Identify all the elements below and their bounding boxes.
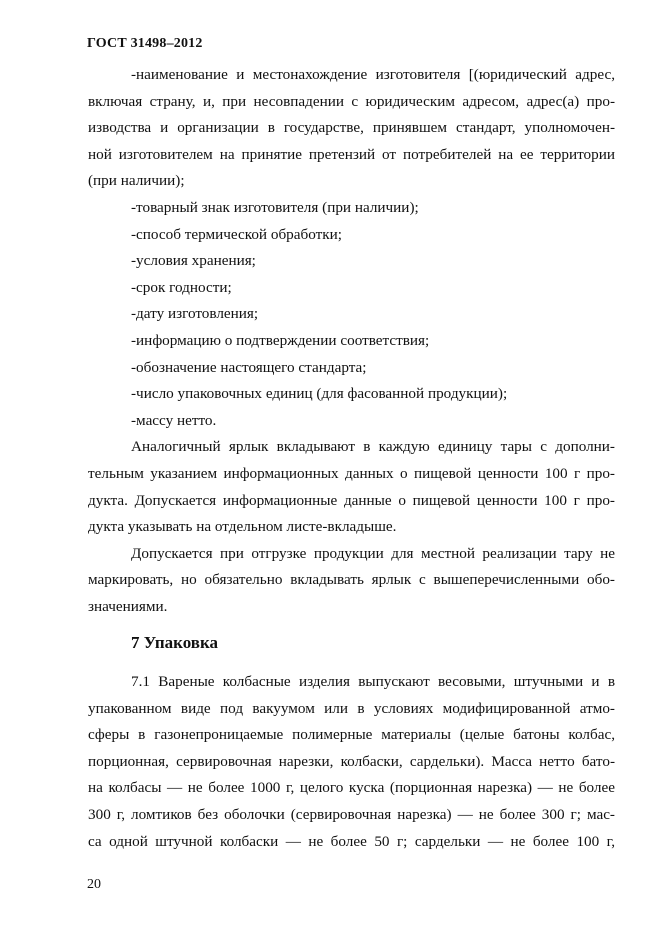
list-item: -срок годности; [131, 278, 232, 296]
text-line: (при наличии); [88, 172, 185, 190]
list-item: -товарный знак изготовителя (при наличии); [131, 198, 419, 216]
list-item: -число упаковочных единиц (для фасованной продукции); [131, 385, 508, 403]
list-item: -способ термической обработки; [131, 225, 343, 243]
text-line: упакованном виде под вакуумом или в условиях модифицированной атмо- [88, 699, 615, 717]
page-number: 20 [87, 877, 101, 892]
text-line: дукта указывать на отдельном листе-вкладыше. [88, 518, 397, 536]
text-line: 7.1 Вареные колбасные изделия выпускают весовыми, штучными и в [131, 673, 615, 690]
text-line: включая страну, и, при несовпадении с юридическим адресом, адрес(а) про- [88, 92, 615, 110]
text-line: на колбасы — не более 1000 г, целого куска (порционная нарезка) — не более [88, 779, 615, 797]
section-heading: 7 Упаковка [131, 633, 218, 652]
section-7-text [88, 669, 615, 855]
list-item: -условия хранения; [131, 252, 256, 270]
text-line: тельным указанием информационных данных о пищевой ценности 100 г про- [88, 464, 615, 482]
document-header: ГОСТ 31498–2012 [87, 36, 203, 51]
text-line: 300 г, ломтиков без оболочки (сервировочная нарезка) — не более 300 г; мас- [88, 805, 615, 823]
text-line: дукта. Допускается информационные данные о пищевой ценности 100 г про- [88, 491, 615, 509]
text-line: ной изготовителем на принятие претензий от потребителей на ее территории [88, 145, 615, 163]
text-line: порционная, сервировочная нарезки, колбаски, сардельки). Масса нетто бато- [88, 752, 615, 770]
list-item: -массу нетто. [131, 411, 217, 429]
list-item: -дату изготовления; [131, 305, 259, 323]
text-line: изводства и организации в государстве, принявшем стандарт, уполномочен- [88, 119, 615, 137]
list-item: -информацию о подтверждении соответствия; [131, 331, 430, 349]
text-line: са одной штучной колбаски — не более 50 г; сардельки — не более 100 г, [88, 832, 615, 850]
text-line: Аналогичный ярлык вкладывают в каждую единицу тары с дополни- [131, 438, 615, 456]
text-line: маркировать, но обязательно вкладывать ярлык с вышеперечисленными обо- [88, 571, 615, 589]
text-line: сферы в газонепроницаемые полимерные материалы (целые батоны колбас, [88, 726, 615, 744]
text-line: -наименование и местонахождение изготовителя [(юридический адрес, [131, 66, 615, 83]
section-6-text [88, 62, 615, 620]
list-item: -обозначение настоящего стандарта; [131, 358, 367, 376]
text-line: Допускается при отгрузке продукции для местной реализации тару не [131, 544, 615, 562]
text-line: значениями. [88, 597, 168, 615]
